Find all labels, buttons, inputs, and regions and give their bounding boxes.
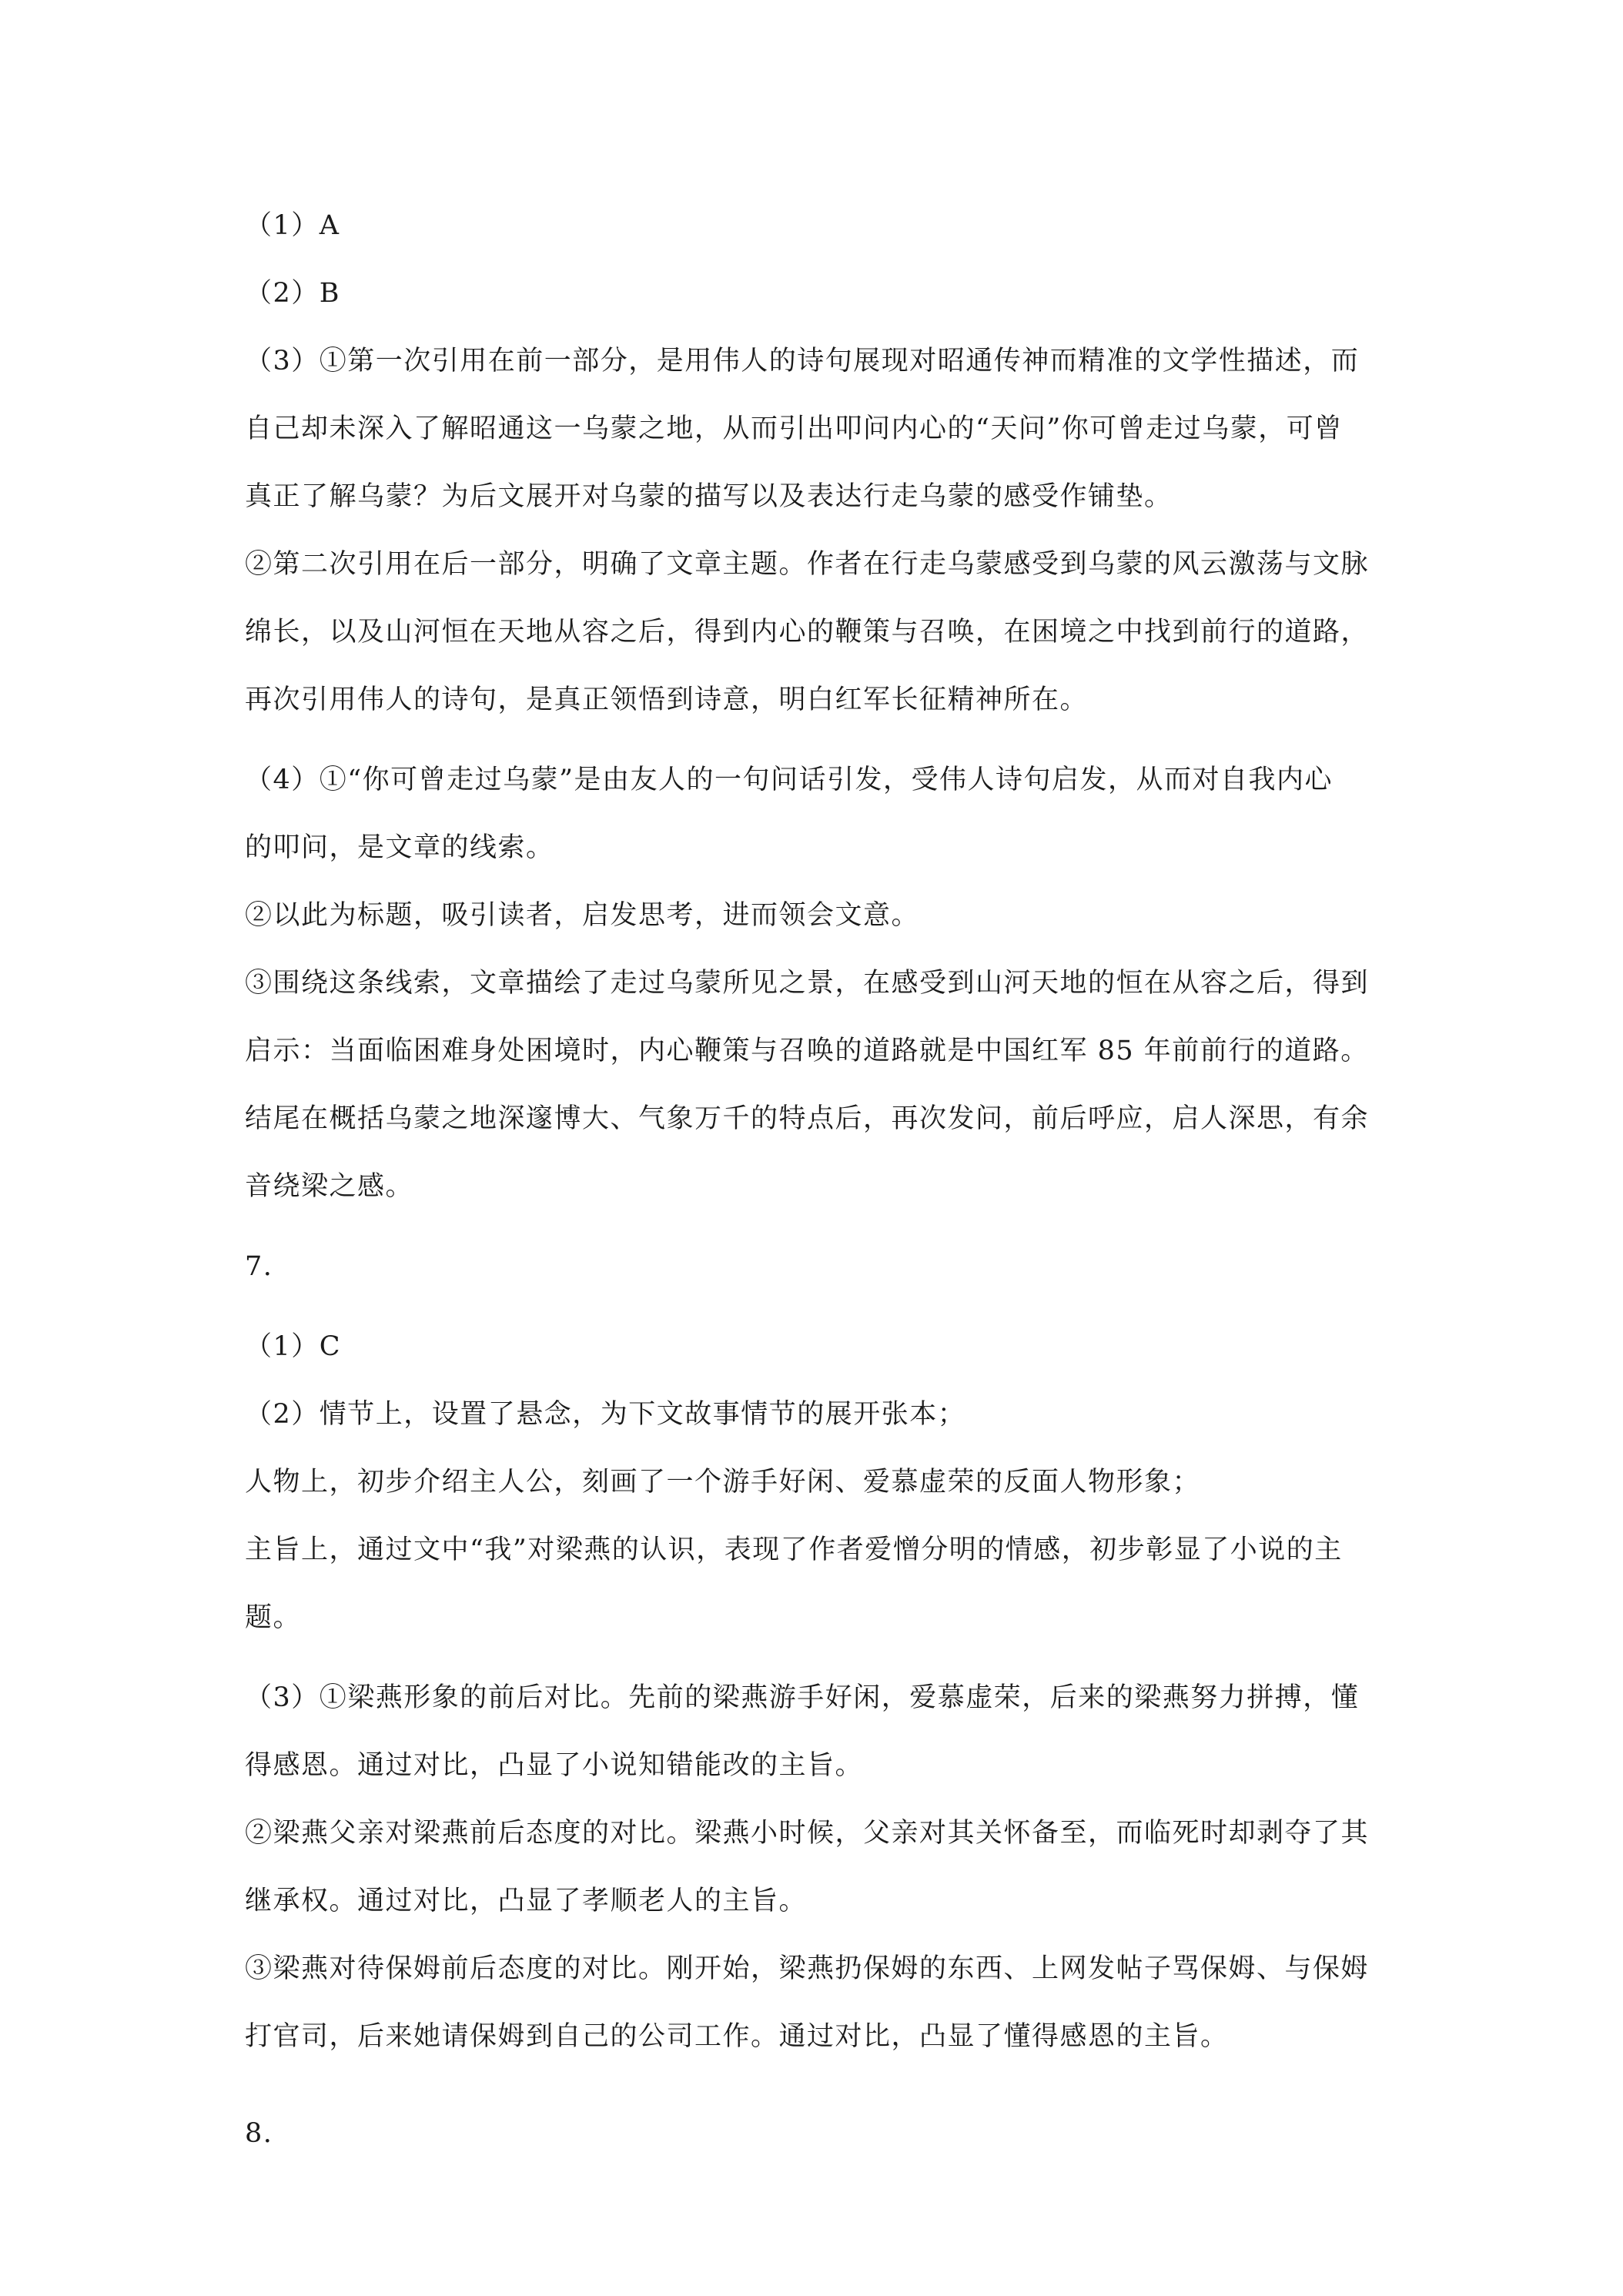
- q7-answer-2: [245, 1397, 1392, 1668]
- text-line: 的叩问，是文章的线索。: [245, 832, 554, 863]
- question-number-8: 8.: [245, 2118, 273, 2149]
- text-line: 绵长，以及山河恒在天地从容之后，得到内心的鞭策与召唤，在困境之中找到前行的道路，: [245, 617, 1370, 648]
- q6-answer-4: [245, 762, 1392, 1237]
- text-line: （3）①梁燕形象的前后对比。先前的梁燕游手好闲，爱慕虚荣，后来的梁燕努力拼搏，懂: [245, 1682, 1360, 1713]
- q7-answer-3: [245, 1680, 1392, 2087]
- text-line: 得感恩。通过对比，凸显了小说知错能改的主旨。: [245, 1750, 864, 1781]
- text-line: 音绕梁之感。: [245, 1171, 414, 1202]
- text-line: 人物上，初步介绍主人公，刻画了一个游手好闲、爱慕虚荣的反面人物形象；: [245, 1467, 1201, 1498]
- text-line: ③梁燕对待保姆前后态度的对比。刚开始，梁燕扔保姆的东西、上网发帖子骂保姆、与保姆: [245, 1953, 1370, 1984]
- text-line: ②第二次引用在后一部分，明确了文章主题。作者在行走乌蒙感受到乌蒙的风云激荡与文脉: [245, 549, 1370, 580]
- text-line: 主旨上，通过文中“我”对梁燕的认识，表现了作者爱憎分明的情感，初步彰显了小说的主: [245, 1535, 1343, 1565]
- text-line: （2）情节上，设置了悬念，为下文故事情节的展开张本；: [245, 1399, 966, 1430]
- text-line: （4）①“你可曾走过乌蒙”是由友人的一句问话引发，受伟人诗句启发，从而对自我内心: [245, 765, 1334, 795]
- text-line: ②梁燕父亲对梁燕前后态度的对比。梁燕小时候，父亲对其关怀备至，而临死时却剥夺了其: [245, 1818, 1370, 1849]
- q6-answer-3: [245, 343, 1392, 750]
- text-line: 自己却未深入了解昭通这一乌蒙之地，从而引出叩问内心的“天问”你可曾走过乌蒙，可曾: [245, 413, 1343, 444]
- text-line: 再次引用伟人的诗句，是真正领悟到诗意，明白红军长征精神所在。: [245, 684, 1089, 715]
- text-line: 打官司，后来她请保姆到自己的公司工作。通过对比，凸显了懂得感恩的主旨。: [245, 2021, 1229, 2052]
- q7-answer-1: （1）C: [245, 1331, 342, 1362]
- text-line: ③围绕这条线索，文章描绘了走过乌蒙所见之景，在感受到山河天地的恒在从容之后，得到: [245, 968, 1370, 999]
- q6-answer-2: （2）B: [245, 278, 340, 309]
- q6-answer-1: （1）A: [245, 210, 340, 241]
- text-line: 启示：当面临困难身处困境时，内心鞭策与召唤的道路就是中国红军 85 年前前行的道路。: [245, 1036, 1369, 1066]
- document-page: [245, 208, 1392, 2184]
- text-line: 真正了解乌蒙？为后文展开对乌蒙的描写以及表达行走乌蒙的感受作铺垫。: [245, 481, 1173, 512]
- text-line: ②以此为标题，吸引读者，启发思考，进而领会文意。: [245, 900, 920, 931]
- text-line: （3）①第一次引用在前一部分，是用伟人的诗句展现对昭通传神而精准的文学性描述，而: [245, 346, 1360, 377]
- text-line: 结尾在概括乌蒙之地深邃博大、气象万千的特点后，再次发问，前后呼应，启人深思，有余: [245, 1103, 1370, 1134]
- text-line: 题。: [245, 1602, 302, 1633]
- question-number-7: 7.: [245, 1251, 273, 1282]
- text-line: 继承权。通过对比，凸显了孝顺老人的主旨。: [245, 1886, 808, 1916]
